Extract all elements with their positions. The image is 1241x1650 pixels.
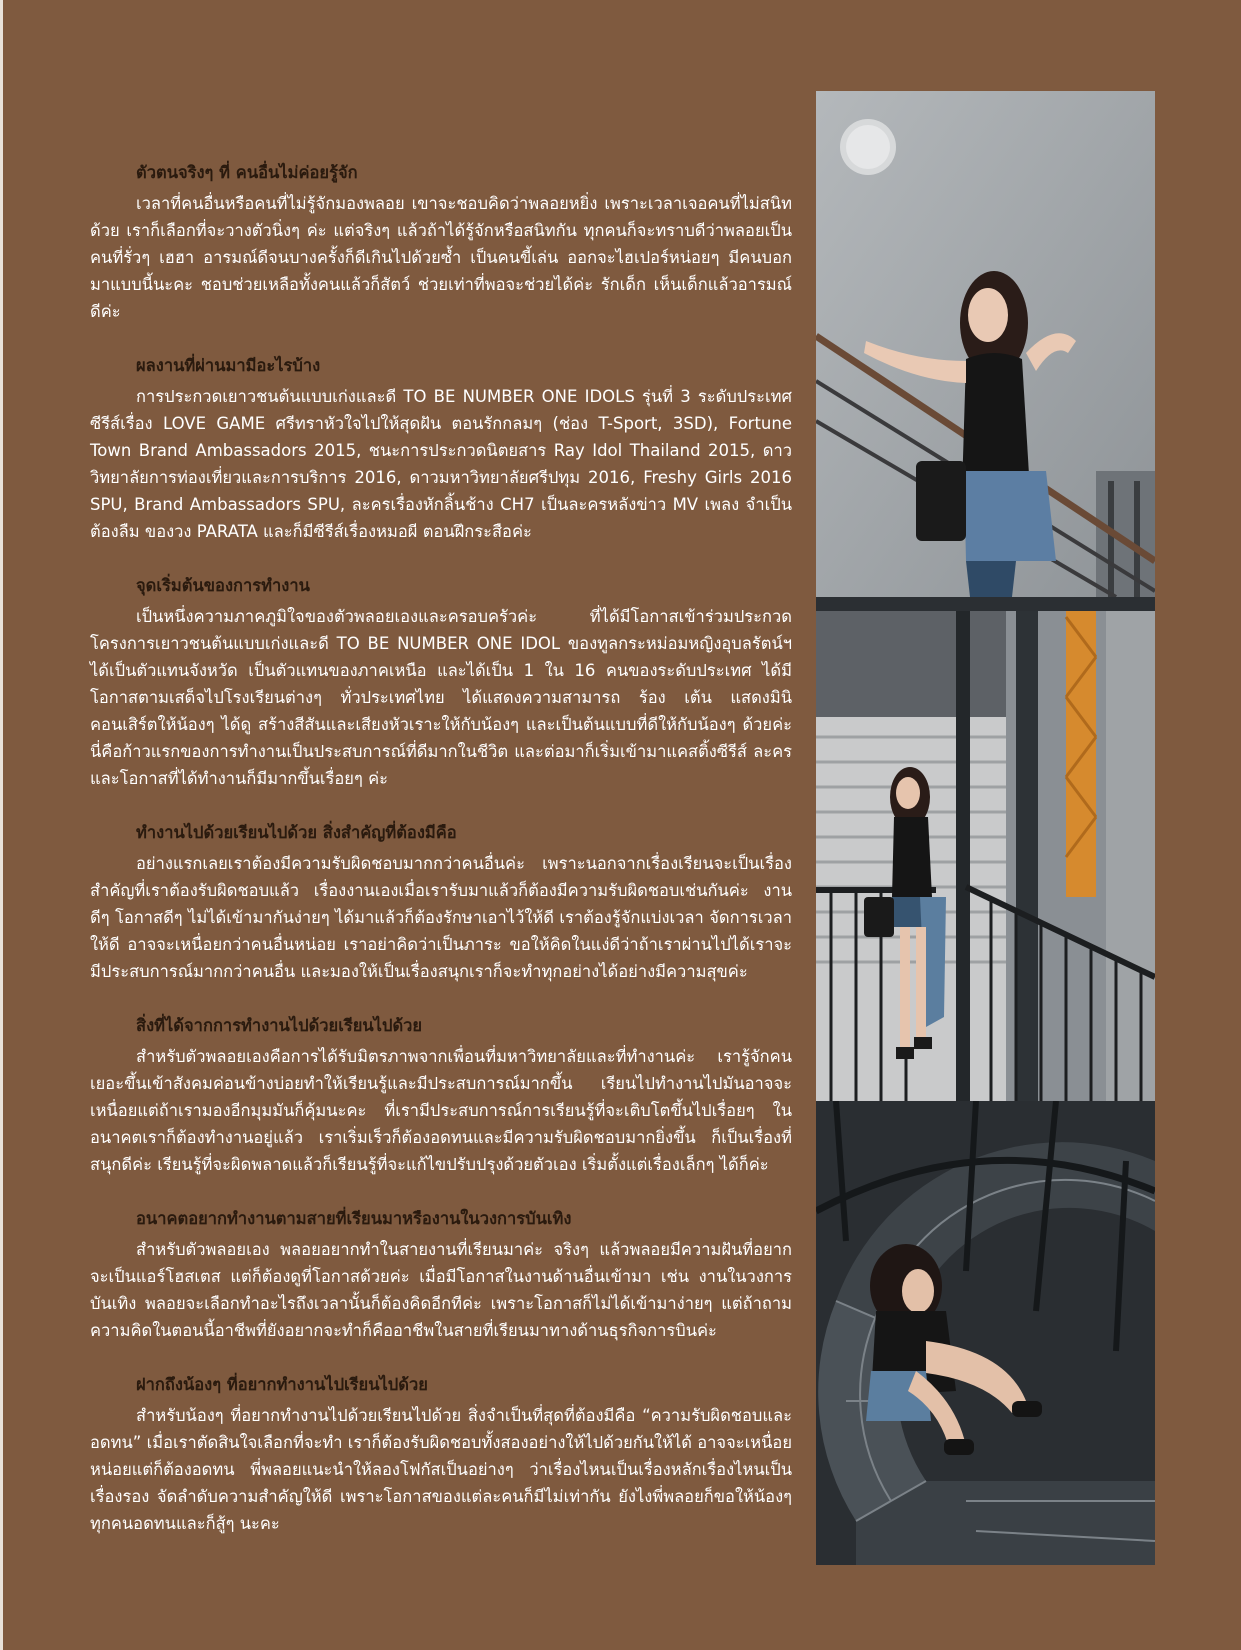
section-body: สำหรับตัวพลอยเองคือการได้รับมิตรภาพจากเพื่อนที่มหาวิทยาลัยและที่ทำงานค่ะ เรารู้จักคนเยอะขึ้นเข้าสังคมค่อนข้างบ่อยทำให้เรียนรู้และมีประสบการณ์มากขึ้น เรียนไปทำงานไปมันอาจจะเหนื่อยแต่ถ้าเรามองอีกมุมมันก็คุ้มนะคะ ที่เรามีประสบการณ์การเรียนรู้ที่จะเติบโตขึ้นไปเรื่อยๆ ในอนาคตเราก็ต้องทำงานอยู่แล้ว เราเริ่มเร็วก็ต้องอดทนและมีความรับผิดชอบมากยิ่งขึ้น ก็เป็นเรื่องที่สนุกดีค่ะ เรียนรู้ที่จะผิดพลาดแล้วก็เรียนรู้ที่จะแก้ไขปรับปรุงด้วยตัวเอง เริ่มตั้งแต่เรื่องเล็กๆ ได้ก็ค่ะ (90, 1047, 792, 1174)
section-body: เป็นหนึ่งความภาคภูมิใจของตัวพลอยเองและครอบครัวค่ะ ที่ได้มีโอกาสเข้าร่วมประกวดโครงการเยาวชนต้นแบบเก่งและดี TO BE NUMBER ONE IDOL ของทูลกระหม่อมหญิงอุบลรัตน์ฯ ได้เป็นตัวแทนจังหวัด เป็นตัวแทนของภาคเหนือ และได้เป็น 1 ใน 16 คนของระดับประเทศ ได้มีโอกาสตามเสด็จไปโรงเรียนต่างๆ ทั่วประเทศไทย ได้แสดงความสามารถ ร้อง เต้น แสดงมินิคอนเสิร์ตให้น้องๆ ได้ดู สร้างสีสันและเสียงหัวเราะให้กับน้องๆ และเป็นต้นแบบที่ดีให้กับน้องๆ ด้วยค่ะ นี่คือก้าวแรกของการทำงานเป็นประสบการณ์ที่ดีมากในชีวิต และต่อมาก็เริ่มเข้ามาแคสติ้งซีรีส์ ละคร และโอกาสที่ได้ทำงานก็มีมากขึ้นเรื่อยๆ ค่ะ (90, 607, 792, 788)
section-body: สำหรับน้องๆ ที่อยากทำงานไปด้วยเรียนไปด้วย สิ่งจำเป็นที่สุดที่ต้องมีคือ “ความรับผิดชอบและอดทน” เมื่อเราตัดสินใจเลือกที่จะทำ เราก็ต้องรับผิดชอบทั้งสองอย่างให้ไปด้วยกันให้ได้ อาจจะเหนื่อยหน่อยแต่ก็ต้องอดทน พี่พลอยแนะนำให้ลองโฟกัสเป็นอย่างๆ ว่าเรื่องไหนเป็นเรื่องหลักเรื่องไหนเป็นเรื่องรอง จัดลำดับความสำคัญให้ดี เพราะโอกาสของแต่ละคนก็มีไม่เท่ากัน ยังไงพี่พลอยก็ขอให้น้องๆ ทุกคนอดทนและก็สู้ๆ นะคะ (90, 1406, 792, 1533)
article-section (90, 820, 792, 985)
article-section (90, 1013, 792, 1178)
article-column (90, 160, 792, 1565)
section-heading: ตัวตนจริงๆ ที่ คนอื่นไม่ค่อยรู้จัก (136, 163, 358, 182)
photo-stair-railing (816, 91, 1155, 597)
section-heading: อนาคตอยากทำงานตามสายที่เรียนมาหรืองานในวงการบันเทิง (136, 1209, 572, 1228)
photo-column (816, 91, 1155, 1565)
article-section (90, 1372, 792, 1537)
section-body: เวลาที่คนอื่นหรือคนที่ไม่รู้จักมองพลอย เขาจะชอบคิดว่าพลอยหยิ่ง เพราะเวลาเจอคนที่ไม่สนิทด้วย เราก็เลือกที่จะวางตัวนิ่งๆ ค่ะ แต่จริงๆ แล้วถ้าได้รู้จักหรือสนิทกัน ทุกคนก็จะทราบดีว่าพลอยเป็นคนที่รั่วๆ เฮฮา อารมณ์ดีจนบางครั้งก็ดีเกินไปด้วยซ้ำ เป็นคนขี้เล่น ออกจะไฮเปอร์หน่อยๆ มีคนบอกมาแบบนี้นะคะ ชอบช่วยเหลือทั้งคนแล้วก็สัตว์ ช่วยเท่าที่พอจะช่วยได้ค่ะ รักเด็ก เห็นเด็กแล้วอารมณ์ดีค่ะ (90, 194, 792, 321)
section-heading: ผลงานที่ผ่านมามีอะไรบ้าง (136, 356, 321, 375)
section-heading: ฝากถึงน้องๆ ที่อยากทำงานไปเรียนไปด้วย (136, 1375, 428, 1394)
section-body: สำหรับตัวพลอยเอง พลอยอยากทำในสายงานที่เรียนมาค่ะ จริงๆ แล้วพลอยมีความฝันที่อยากจะเป็นแอร์โฮสเตส แต่ก็ต้องดูที่โอกาสด้วยค่ะ เมื่อมีโอกาสในงานด้านอื่นเข้ามา เช่น งานในวงการบันเทิง พลอยจะเลือกทำอะไรถึงเวลานั้นก็ต้องคิดอีกทีค่ะ เพราะโอกาสก็ไม่ได้เข้ามาง่ายๆ แต่ถ้าถามความคิดในตอนนี้อาชีพที่ยังอยากจะทำก็คืออาชีพในสายที่เรียนมาทางด้านธุรกิจการบินค่ะ (90, 1240, 792, 1340)
section-body: อย่างแรกเลยเราต้องมีความรับผิดชอบมากกว่าคนอื่นค่ะ เพราะนอกจากเรื่องเรียนจะเป็นเรื่องสำคัญที่เราต้องรับผิดชอบแล้ว เรื่องงานเองเมื่อเรารับมาแล้วก็ต้องมีความรับผิดชอบเช่นกันค่ะ งานดีๆ โอกาสดีๆ ไม่ได้เข้ามากันง่ายๆ ได้มาแล้วก็ต้องรักษาเอาไว้ให้ดี เราต้องรู้จักแบ่งเวลา จัดการเวลาให้ดี อาจจะเหนื่อยกว่าคนอื่นหน่อย เราอย่าคิดว่าเป็นภาระ ขอให้คิดในแง่ดีว่าถ้าเราผ่านไปได้เราจะมีประสบการณ์มากกว่าคนอื่น และมองให้เป็นเรื่องสนุกเราก็จะทำทุกอย่างได้อย่างมีความสุขค่ะ (90, 854, 792, 981)
section-heading: จุดเริ่มต้นของการทำงาน (136, 576, 310, 595)
section-heading: ทำงานไปด้วยเรียนไปด้วย สิ่งสำคัญที่ต้องมีคือ (136, 823, 457, 842)
photo-spiral-staircase (816, 1101, 1155, 1565)
photo-stair-landing (816, 597, 1155, 1101)
article-section (90, 573, 792, 792)
article-section (90, 160, 792, 325)
section-heading: สิ่งที่ได้จากการทำงานไปด้วยเรียนไปด้วย (136, 1016, 423, 1035)
page-edge (0, 0, 3, 1650)
article-section (90, 1206, 792, 1344)
section-body: การประกวดเยาวชนต้นแบบเก่งและดี TO BE NUMBER ONE IDOLS รุ่นที่ 3 ระดับประเทศ ซีรีส์เรื่อง LOVE GAME ศรีทราหัวใจไปให้สุดฝัน ตอนรักกลมๆ (ช่อง T-Sport, 3SD), Fortune Town Brand Ambassadors 2015, ชนะการประกวดนิตยสาร Ray Idol Thailand 2015, ดาววิทยาลัยการท่องเที่ยวและการบริการ 2016, ดาวมหาวิทยาลัยศรีปทุม 2016, Freshy Girls 2016 SPU, Brand Ambassadors SPU, ละครเรื่องหักลิ้นช้าง CH7 เป็นละครหลังข่าว MV เพลง จำเป็นต้องลืม ของวง PARATA และก็มีซีรีส์เรื่องหมอผี ตอนฝึกระสือค่ะ (90, 387, 792, 541)
article-section (90, 353, 792, 545)
